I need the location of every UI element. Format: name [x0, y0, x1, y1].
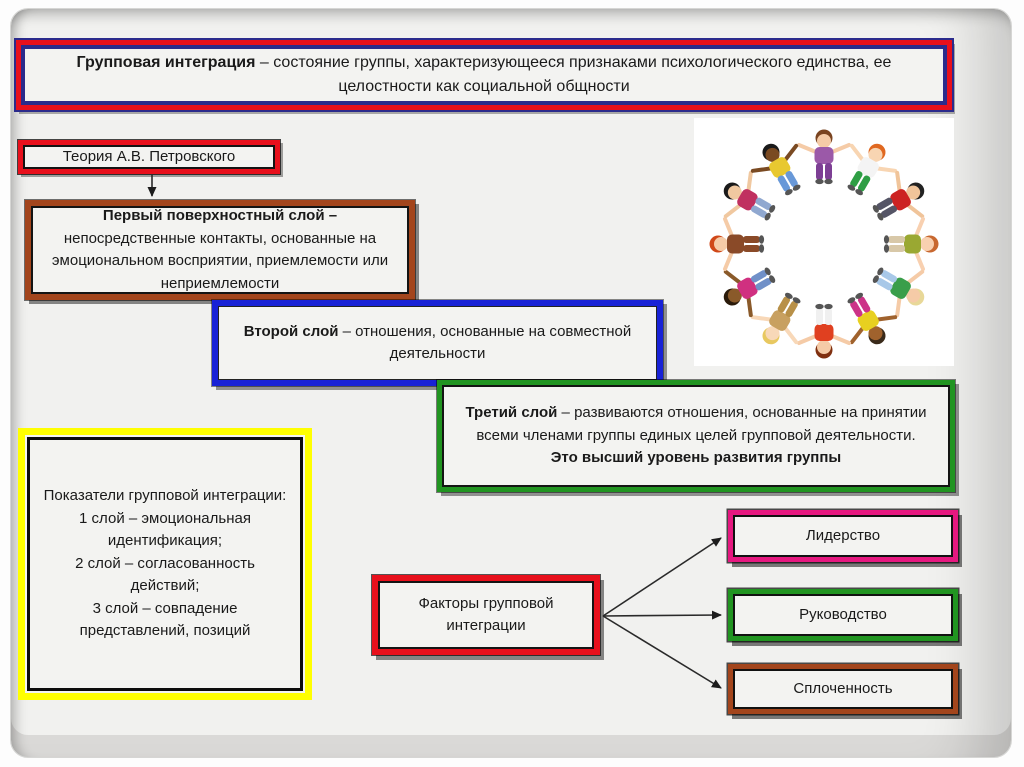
- layer3-box: [437, 380, 955, 492]
- children-circle-image: [694, 118, 954, 366]
- child-figure: [884, 219, 939, 269]
- theory-box: [18, 140, 280, 174]
- indicators-box: [18, 428, 312, 700]
- child-figure: [799, 130, 849, 185]
- factors-label: Факторы групповой интеграции: [418, 595, 554, 634]
- indicators-line: 2 слой – согласованность действий;: [75, 554, 255, 595]
- definition-box: [16, 40, 952, 110]
- definition-text: Групповая интеграция – состояние группы, характеризующееся признаками психологического единства, ее целостности как социальной общности: [76, 54, 892, 95]
- child-figure: [799, 304, 849, 359]
- factors-box: [372, 575, 600, 655]
- children-circle-illustration: [694, 118, 954, 366]
- layer1-text: Первый поверхностный слой – непосредственные контакты, основанные на эмоциональном восприятии, приемлемости или неприемлемости: [51, 207, 389, 292]
- factor-item-label: Лидерство: [805, 526, 881, 544]
- factor-item-cohesion: [728, 664, 958, 714]
- indicators-line: Показатели групповой интеграции:: [43, 487, 287, 505]
- factor-item-label: Руководство: [799, 605, 887, 623]
- layer2-title: Второй слой: [243, 322, 339, 340]
- layer2-text: Второй слой – отношения, основанные на совместной деятельности: [243, 322, 632, 362]
- child-figure: [710, 219, 765, 269]
- indicators-line: 1 слой – эмоциональная идентификация;: [79, 509, 251, 550]
- layer1-box: [25, 200, 415, 300]
- layer3-text: Третий слой – развиваются отношения, основанные на принятии всеми членами группы единых целей групповой деятельности. Это высший уровень развития группы: [452, 402, 940, 470]
- theory-label: Теория А.В. Петровского: [62, 147, 236, 165]
- factor-item-management: [728, 589, 958, 641]
- layer3-title: Третий слой: [465, 404, 558, 422]
- layer3-highlight: Это высший уровень развития группы: [550, 449, 842, 467]
- layer2-box: [212, 300, 663, 386]
- layer1-title: Первый поверхностный слой –: [102, 207, 338, 224]
- factor-item-label: Сплоченность: [793, 679, 893, 697]
- definition-term: Групповая интеграция: [76, 54, 256, 71]
- factor-item-leadership: [728, 510, 958, 562]
- indicators-line: 3 слой – совпадение представлений, позиций: [79, 599, 251, 640]
